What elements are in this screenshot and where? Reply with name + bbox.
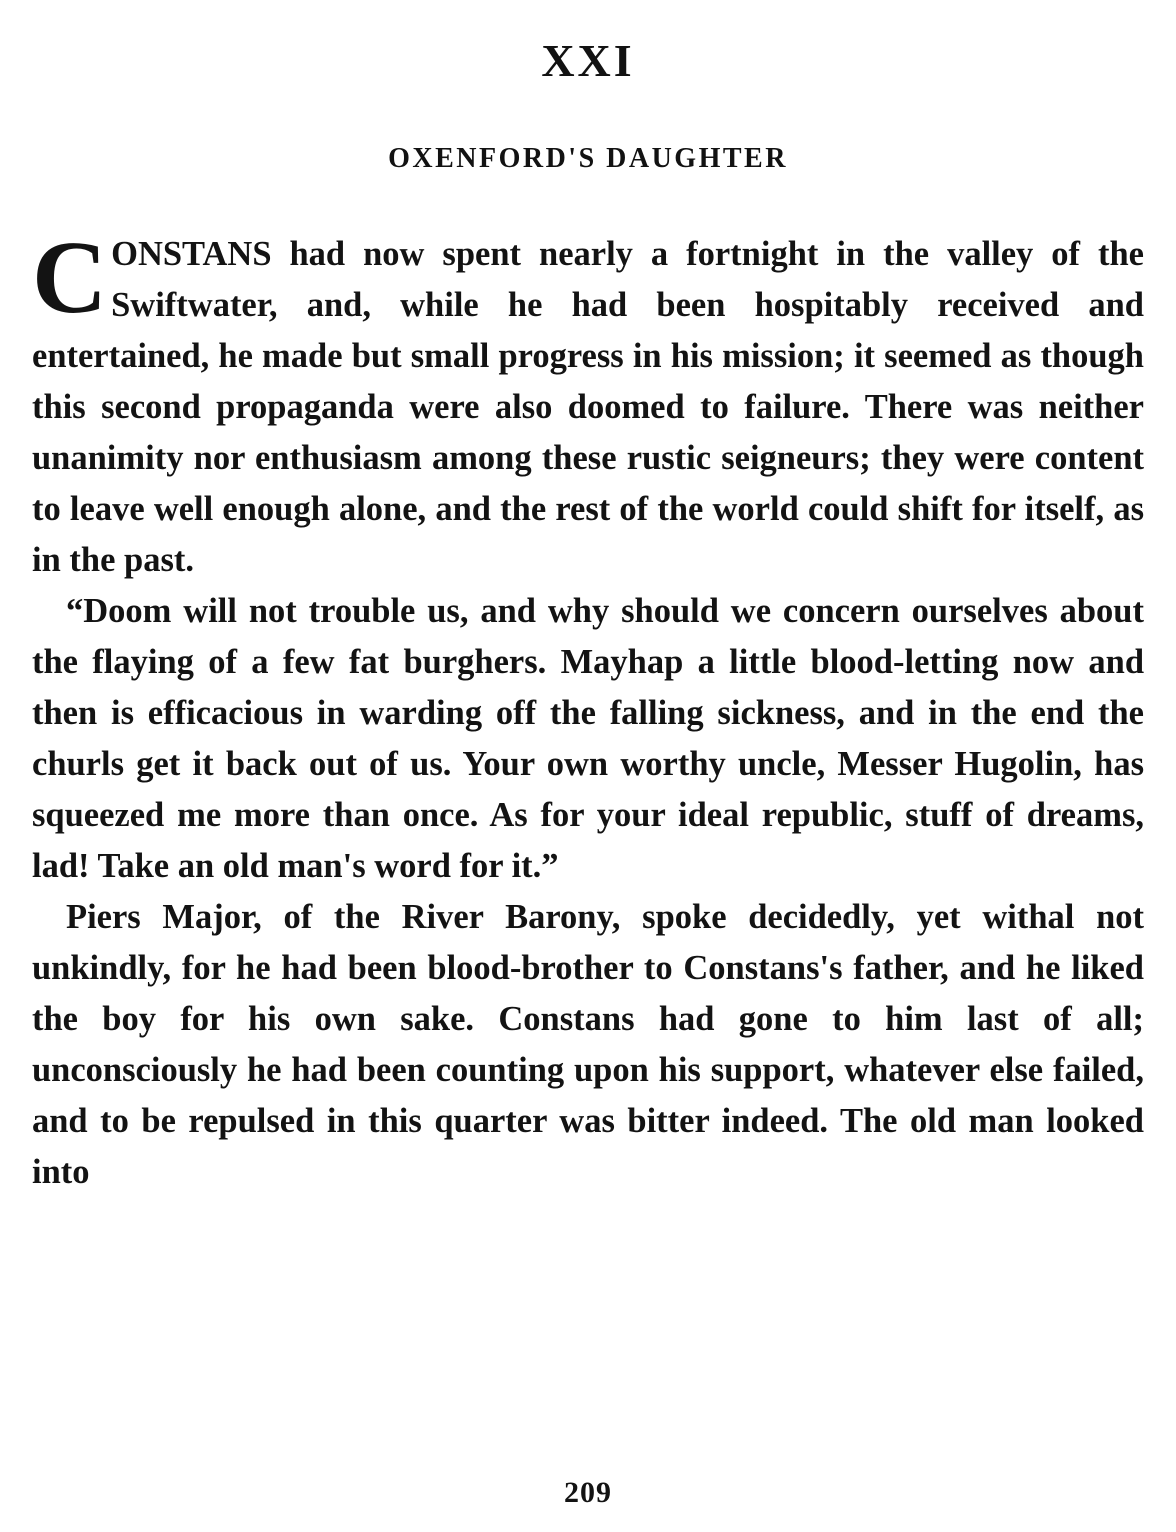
paragraph: “Doom will not trouble us, and why should we concern ourselves about the flaying of a few fat burghers. Mayhap a little blood-letting now and then is efficacious in warding off the falling sickness, and in the end the churls get it back out of us. Your own worthy uncle, Messer Hugolin, has squeezed me more than once. As for your ideal republic, stuff of dreams, lad! Take an old man's word for it.” <box>32 592 1144 885</box>
chapter-number: XXI <box>541 35 635 86</box>
paragraph: Piers Major, of the River Barony, spoke decidedly, yet withal not unkindly, for he had been blood-brother to Constans's father, and he liked the boy for his own sake. Constans had gone to him last of all; unconsciously he had been counting upon his support, whatever else failed, and to be repulsed in this quarter was bitter indeed. The old man looked into <box>32 898 1144 1191</box>
paragraph <box>32 220 1144 586</box>
drop-cap: C <box>32 220 108 335</box>
page-number: 209 <box>564 1476 612 1509</box>
chapter-title: OXENFORD'S DAUGHTER <box>388 143 788 174</box>
body-text <box>32 220 1144 1198</box>
paragraph-text: ONSTANS had now spent nearly a fortnight in the valley of the Swiftwater, and, while he had been hospitably received and entertained, he made but small progress in his mission; it seemed as though this second propaganda were also doomed to failure. There was neither unanimity nor enthusiasm among these rustic seigneurs; they were content to leave well enough alone, and the rest of the world could shift for itself, as in the past. <box>32 235 1144 579</box>
